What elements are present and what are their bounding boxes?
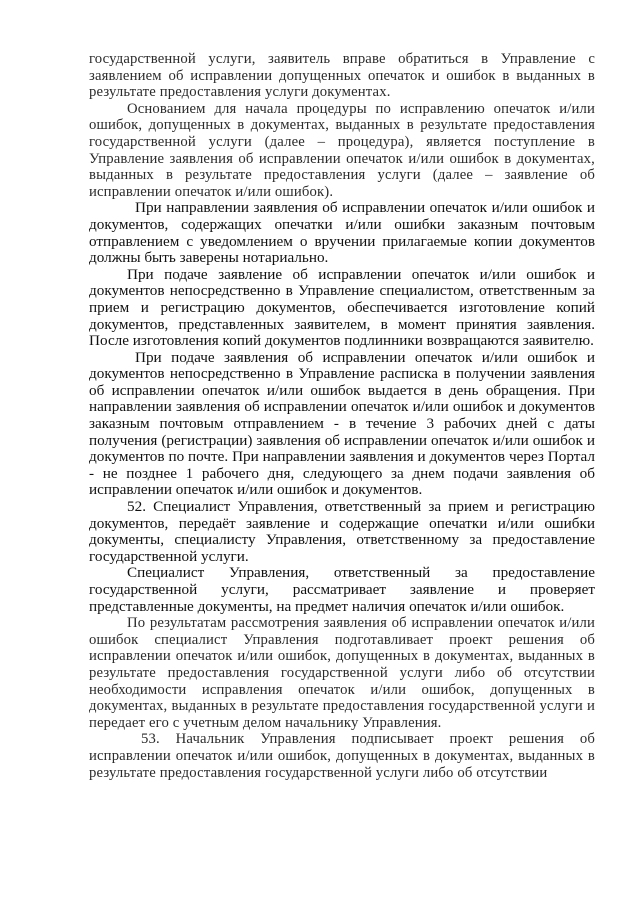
paragraph-item-53: 53. Начальник Управления подписывает проект решения об исправлении опечаток и/или ошибок, допущенных в документах, выданных в результате предоставления государственной услуги либо об отсутствии <box>89 731 595 781</box>
paragraph-direct-submission: При подаче заявление об исправлении опечаток и/или ошибок и документов непосредственно в Управление специалистом, ответственным за прием и регистрацию документов, обеспечивается изготовление копий документов, представленных заявителем, в момент принятия заявления. После изготовления копий документов подлинники возвращаются заявителю. <box>89 265 595 350</box>
paragraph-review-results: По результатам рассмотрения заявления об исправлении опечаток и/или ошибок специалист Управления подготавливает проект решения об исправлении опечаток и/или ошибок, допущенных в документах, выданных в результате предоставления государственной услуги либо об отсутствии необходимости исправления опечаток и/или ошибок, допущенных в документах, выданных в результате предоставления государственной услуги и передает его с учетным делом начальнику Управления. <box>89 615 595 731</box>
paragraph-procedure-basis: Основанием для начала процедуры по исправлению опечаток и/или ошибок, допущенных в документах, выданных в результате предоставления государственной услуги (далее – процедура), является поступление в Управление заявления об исправлении опечаток и/или ошибок в документах, выданных в результате предоставления услуги (далее – заявление об исправлении опечаток и/или ошибок). <box>89 100 595 200</box>
document-page <box>89 51 595 781</box>
paragraph-item-52: 52. Специалист Управления, ответственный за прием и регистрацию документов, передаёт заявление и содержащие опечатки и/или ошибки документы, специалисту Управления, ответственному за предоставление государственной услуги. <box>89 498 595 565</box>
paragraph-continuation: государственной услуги, заявитель вправе обратиться в Управление с заявлением об исправлении допущенных опечаток и ошибок в выданных в результате предоставления услуги документах. <box>89 51 595 101</box>
paragraph-specialist-review: Специалист Управления, ответственный за предоставление государственной услуги, рассматривает заявление и проверяет представленные документы, на предмет наличия опечаток и/или ошибок. <box>89 564 595 615</box>
paragraph-receipt: При подаче заявления об исправлении опечаток и/или ошибок и документов непосредственно в Управление расписка в получении заявления об исправлении опечаток и/или ошибок выдается в день обращения. При направлении заявления об исправлении опечаток и/или ошибок и документов заказным почтовым отправлением - в течение 3 рабочих дней с даты получения (регистрации) заявления об исправлении опечаток и/или ошибок и документов по почте. При направлении заявления и документов через Портал - не позднее 1 рабочего дня, следующего за днем подачи заявления об исправлении опечаток и/или ошибок и документов. <box>89 348 595 499</box>
paragraph-postal-submission: При направлении заявления об исправлении опечаток и/или ошибок и документов, содержащих опечатки и/или ошибки заказным почтовым отправлением с уведомлением о вручении прилагаемые копии документов должны быть заверены нотариально. <box>89 199 595 267</box>
